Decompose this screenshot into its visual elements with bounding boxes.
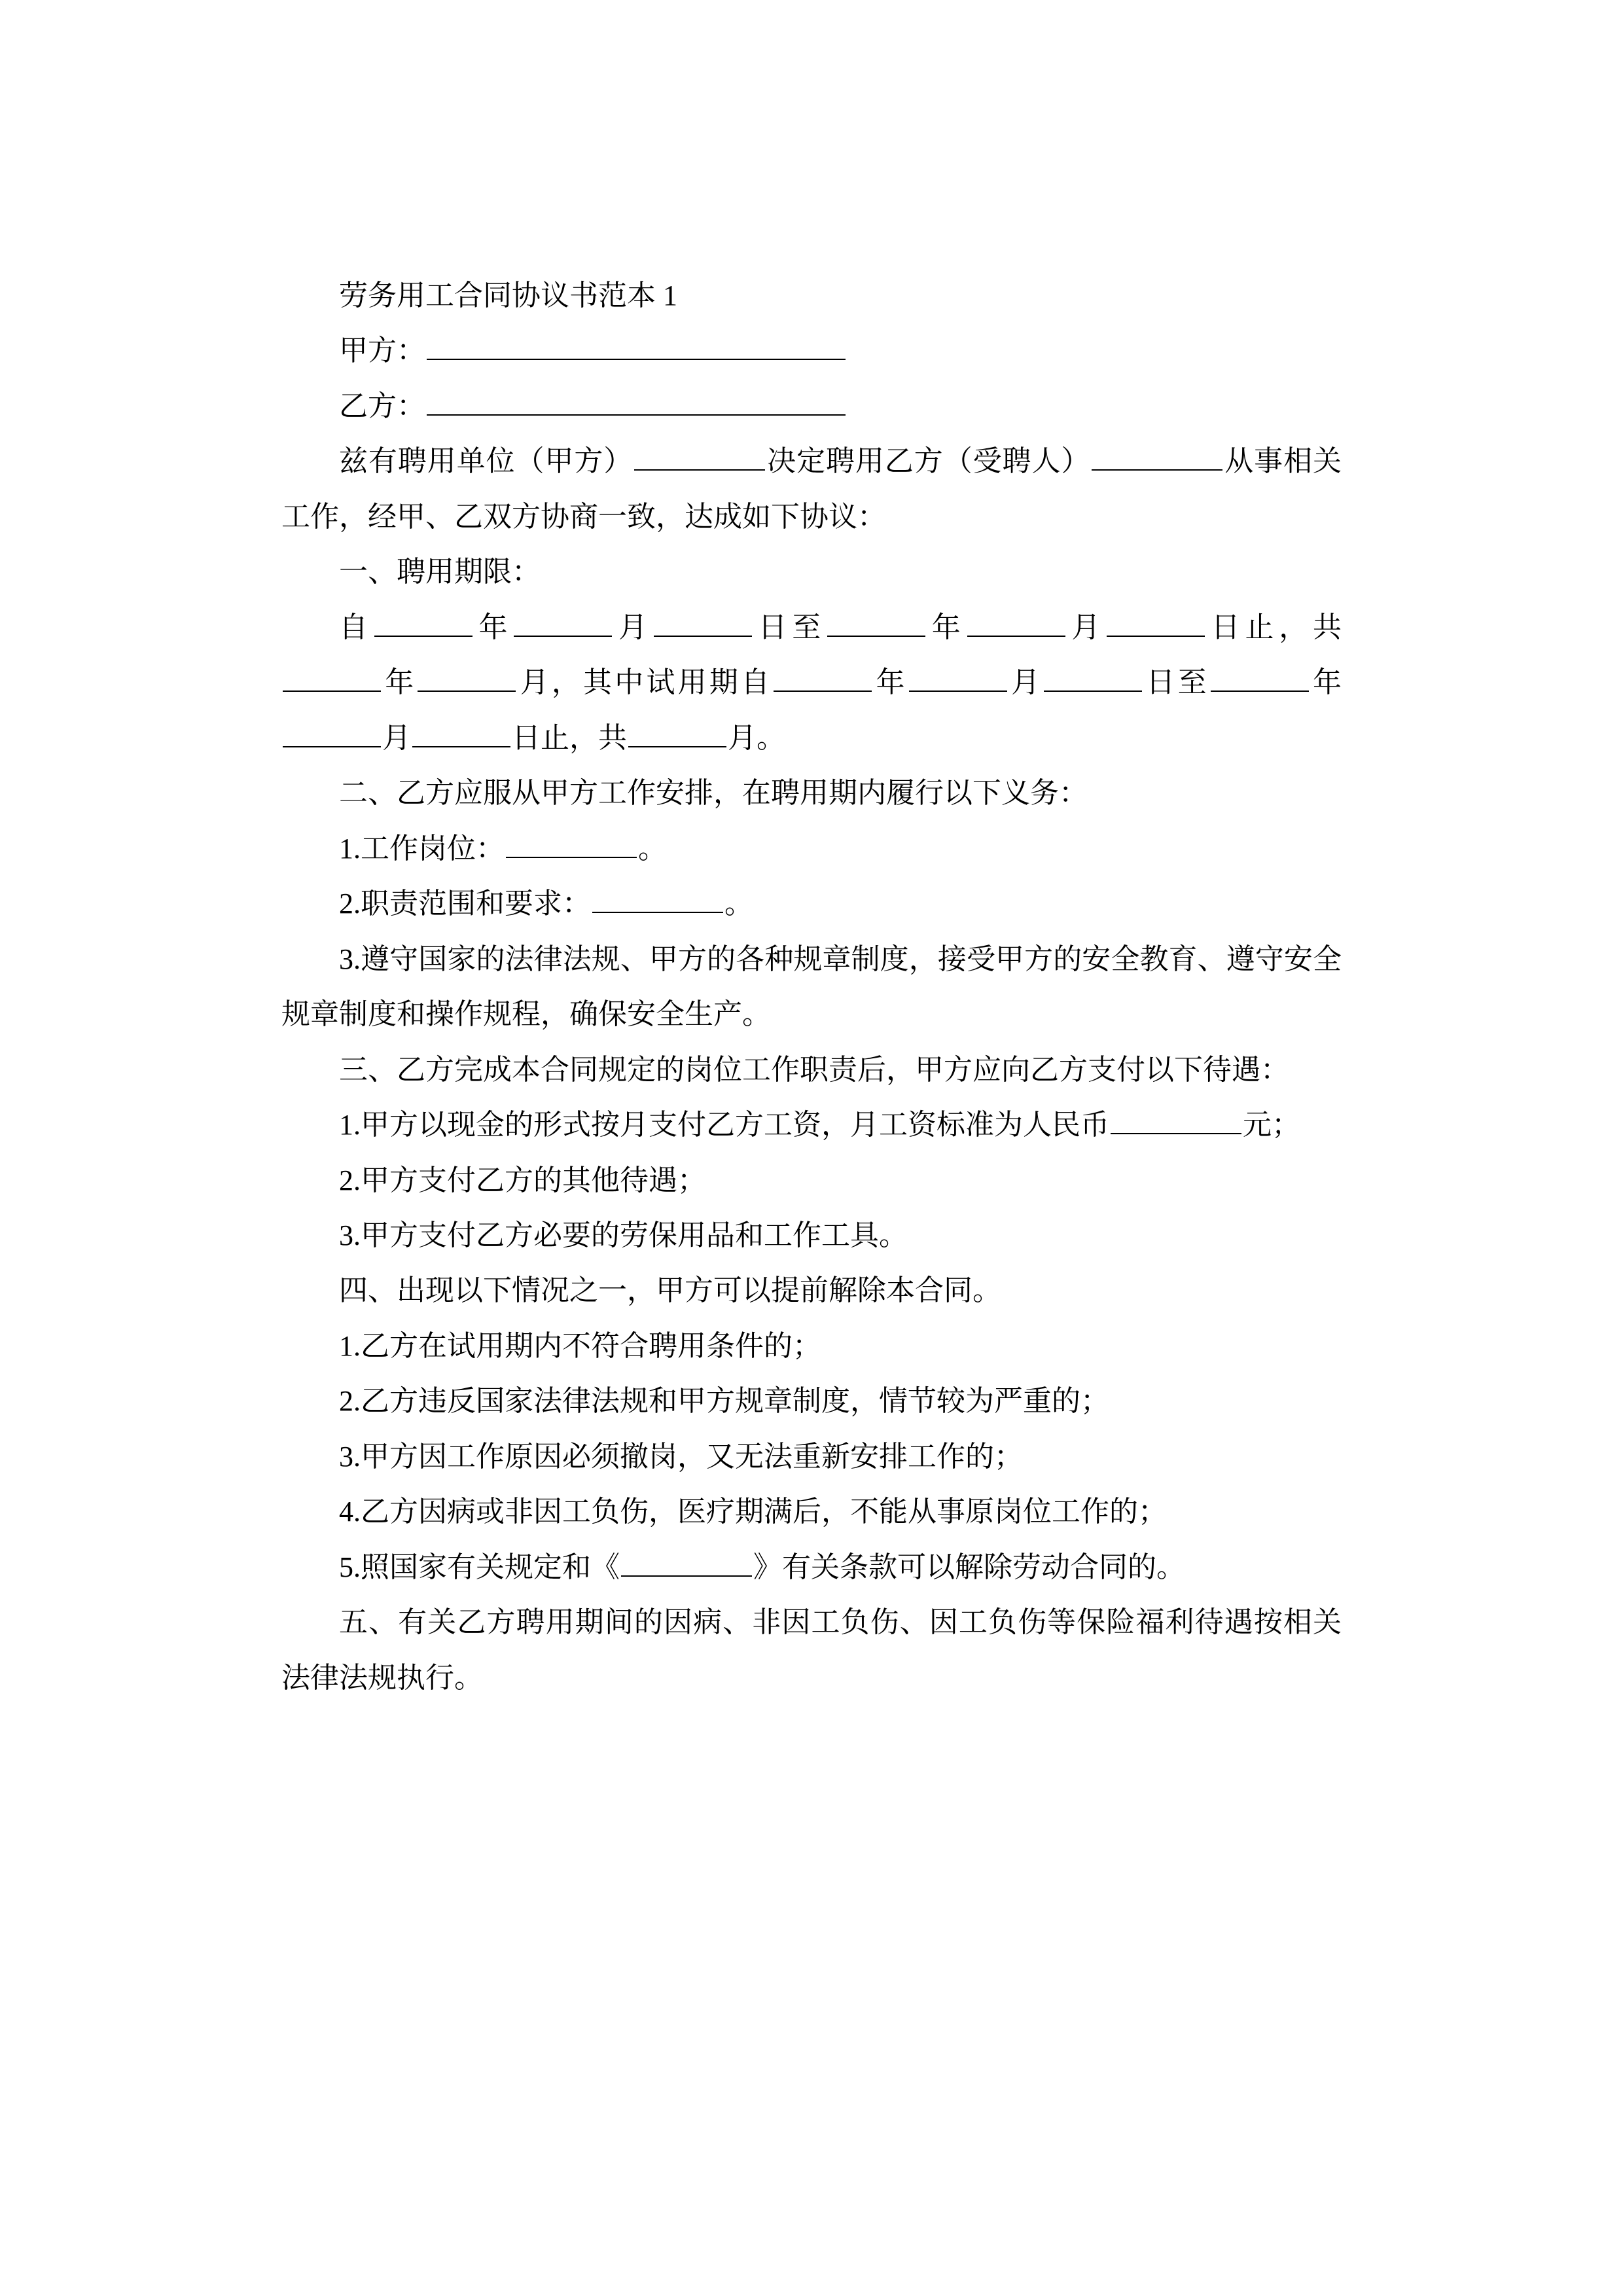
- term-blank-total-months[interactable]: [418, 662, 516, 692]
- term-text-3: 月: [613, 611, 652, 643]
- clause-3-item-3: 3.甲方支付乙方必要的劳保用品和工作工具。: [339, 1219, 908, 1251]
- clause-4-item-5-end: 》有关条款可以解除劳动合同的。: [753, 1551, 1185, 1583]
- clause-5-heading: 五、有关乙方聘用期间的因病、非因工负伤、因工负伤等保险福利待遇按相关法律法规执行。: [281, 1606, 1342, 1694]
- clause-2-item-3: 3.遵守国家的法律法规、甲方的各种规章制度，接受甲方的安全教育、遵守安全规章制度和操作规程，确保安全生产。: [281, 942, 1342, 1031]
- term-text-15: 日止，共: [512, 721, 627, 754]
- clause-4-item-5-label: 5.照国家有关规定和《: [339, 1551, 620, 1583]
- clause-4-item-3: 3.甲方因工作原因必须撤岗，又无法重新安排工作的；: [339, 1440, 1023, 1473]
- clause-3-item-1-label: 1.甲方以现金的形式按月支付乙方工资，月工资标准为人民币: [339, 1109, 1109, 1141]
- document-body: [281, 268, 1342, 1706]
- term-text-11: 月: [1008, 666, 1043, 699]
- term-blank-end-day[interactable]: [1107, 607, 1205, 637]
- intro-text-1: 兹有聘用单位（甲方）: [339, 445, 633, 478]
- intro-blank-1[interactable]: [634, 440, 765, 471]
- intro-blank-2[interactable]: [1092, 440, 1222, 471]
- term-text-6: 月: [1066, 611, 1105, 643]
- clause-4-heading: 四、出现以下情况之一，甲方可以提前解除本合同。: [339, 1274, 1001, 1307]
- term-blank-probation-start-year[interactable]: [774, 662, 872, 692]
- term-text-13: 年: [1310, 666, 1342, 699]
- party-b-line: [281, 379, 1342, 434]
- intro-text-2: 决定聘用乙方（受聘人）: [766, 445, 1091, 478]
- term-blank-start-day[interactable]: [654, 607, 752, 637]
- clause-3-item-1: [281, 1098, 1342, 1153]
- employment-term-paragraph: [281, 600, 1342, 766]
- clause-1-heading: 一、聘用期限：: [339, 556, 541, 588]
- party-a-label: 甲方：: [339, 334, 425, 367]
- term-blank-start-year[interactable]: [374, 607, 473, 637]
- clause-2-item-1: [281, 821, 1342, 876]
- term-blank-probation-end-year[interactable]: [1211, 662, 1309, 692]
- term-text-4: 日至: [753, 611, 826, 643]
- term-blank-total-years[interactable]: [283, 662, 381, 692]
- job-position-blank[interactable]: [506, 828, 637, 858]
- term-text-8: 年: [382, 666, 417, 699]
- term-text-14: 月: [382, 721, 411, 754]
- job-duties-blank[interactable]: [592, 883, 723, 913]
- party-a-blank[interactable]: [427, 330, 846, 360]
- regulation-name-blank[interactable]: [621, 1547, 752, 1577]
- term-blank-end-year[interactable]: [827, 607, 925, 637]
- term-text-16: 月。: [728, 721, 785, 754]
- clause-2-item-1-end: 。: [638, 832, 667, 865]
- clause-2-item-1-label: 1.工作岗位：: [339, 832, 505, 865]
- party-a-line: [281, 323, 1342, 378]
- clause-2-item-2-label: 2.职责范围和要求：: [339, 888, 591, 920]
- term-text-12: 日至: [1143, 666, 1209, 699]
- clause-4-item-5: [281, 1540, 1342, 1595]
- term-text-1: 自: [339, 611, 373, 643]
- term-text-9: 月，其中试用期自: [517, 666, 773, 699]
- clause-3-heading: 三、乙方完成本合同规定的岗位工作职责后，甲方应向乙方支付以下待遇：: [339, 1053, 1289, 1086]
- term-blank-start-month[interactable]: [514, 607, 612, 637]
- clause-3-item-1-end: 元；: [1243, 1109, 1300, 1141]
- clause-2-heading: 二、乙方应服从甲方工作安排，在聘用期内履行以下义务：: [339, 777, 1088, 810]
- intro-text-3: 从事相关工作，经甲、乙双方协商一致，达成如下协议：: [281, 445, 1342, 533]
- clause-4-item-4: 4.乙方因病或非因工负伤，医疗期满后，不能从事原岗位工作的；: [339, 1496, 1167, 1528]
- term-text-2: 年: [473, 611, 513, 643]
- term-text-10: 年: [873, 666, 908, 699]
- clause-3-item-2: 2.甲方支付乙方的其他待遇；: [339, 1164, 706, 1196]
- term-text-7: 日止，共: [1206, 611, 1342, 643]
- monthly-wage-blank[interactable]: [1111, 1104, 1241, 1134]
- term-blank-probation-start-month[interactable]: [909, 662, 1007, 692]
- sample-heading: 劳务用工合同协议书范本 1: [339, 279, 677, 312]
- party-b-label: 乙方：: [339, 389, 425, 422]
- term-blank-probation-total[interactable]: [628, 717, 726, 747]
- term-text-5: 年: [927, 611, 966, 643]
- intro-paragraph: [281, 434, 1342, 545]
- clause-4-item-1: 1.乙方在试用期内不符合聘用条件的；: [339, 1329, 821, 1362]
- term-blank-probation-start-day[interactable]: [1044, 662, 1142, 692]
- party-b-blank[interactable]: [427, 386, 846, 416]
- clause-4-item-2: 2.乙方违反国家法律法规和甲方规章制度，情节较为严重的；: [339, 1385, 1109, 1418]
- term-blank-probation-end-month[interactable]: [283, 717, 381, 747]
- term-blank-probation-end-day[interactable]: [412, 717, 510, 747]
- term-blank-end-month[interactable]: [967, 607, 1065, 637]
- clause-2-item-2-end: 。: [724, 888, 753, 920]
- clause-2-item-2: [281, 876, 1342, 931]
